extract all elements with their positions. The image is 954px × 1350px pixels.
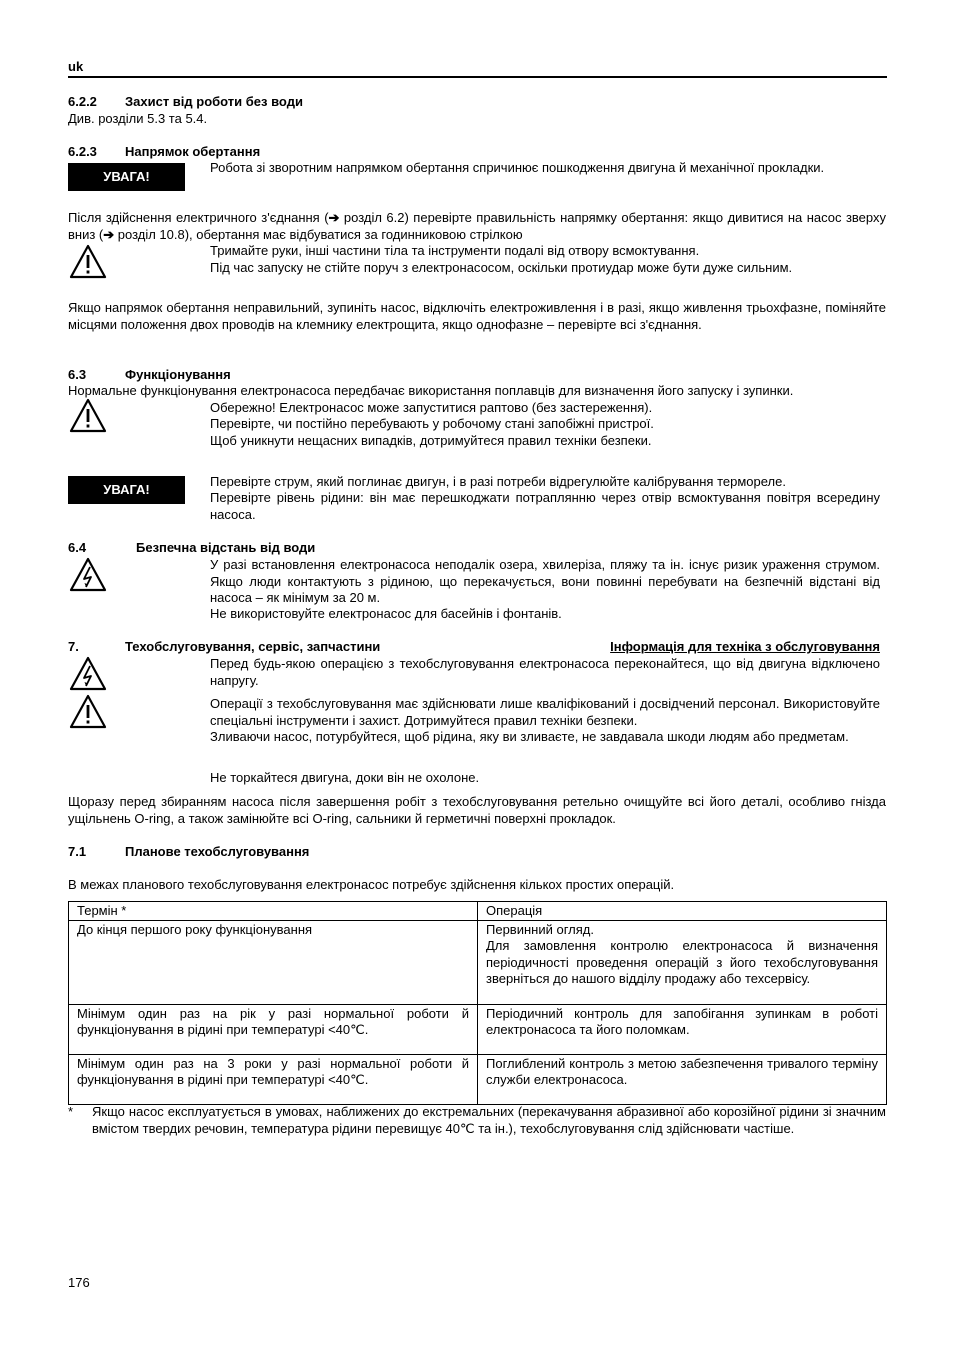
operation-warning-1: Перевірте струм, який поглинає двигун, і в разі потреби відрегулюйте калібрування термореле. — [210, 474, 786, 489]
operation-cell: Періодичний контроль для запобігання зупинкам в роботі електронасоса та його поломкам. — [478, 1004, 887, 1054]
section-number: 7.1 — [68, 844, 87, 859]
text-part: Після здійснення електричного з'єднання ( — [68, 210, 329, 225]
text-part: розділ 6.2) перевірте правильність напрямку обертання: якщо дивитися на насос зверху вниз ( — [68, 210, 886, 242]
arrow-icon: ➔ — [103, 226, 115, 242]
table-row — [69, 1054, 887, 1104]
operation-line: Для замовлення контролю електронасоса й визначення періодичності проведення операцій з його техобслуговування зверніться до нашого відділу продажу або техсервісу. — [486, 938, 878, 986]
caution-triangle-icon — [69, 244, 107, 280]
text-part: розділ 10.8), обертання має відбуватися за годинниковою стрілкою — [114, 226, 523, 242]
section-title: Напрямок обертання — [125, 144, 261, 159]
section-number: 6.4 — [68, 540, 87, 555]
warning-badge: УВАГА! — [68, 163, 185, 191]
operation-caution-3: Щоб уникнути нещасних випадків, дотримуйтеся правил техніки безпеки. — [210, 433, 652, 448]
operation-intro: Нормальне функціонування електронасоса передбачає використання поплавців для визначення його запуску і зупинки. — [68, 383, 794, 398]
rotation-warning-text: Робота зі зворотним напрямком обертання спричинює пошкодження двигуна й механічної прокладки. — [210, 160, 825, 175]
section-title: Техобслуговування, сервіс, запчастини — [125, 639, 381, 654]
operation-line: Первинний огляд. — [486, 921, 594, 937]
maintenance-table — [68, 901, 887, 1105]
section-number: 6.2.3 — [68, 144, 97, 159]
reassembly-paragraph: Щоразу перед збиранням насоса після завершення робіт з техобслуговування ретельно очищуйте всі його деталі, особливо гнізда ущільнень O-ring, а також замінюйте всі O-ring, сальники й герметичні поверхні прокладок. — [68, 794, 886, 826]
maintenance-text-3: Не торкайтеся двигуна, доки він не охолоне. — [210, 770, 480, 785]
caution-triangle-icon — [69, 694, 107, 730]
section-title: Захист від роботи без води — [125, 94, 303, 109]
section-number: 6.2.2 — [68, 94, 97, 109]
maintenance-text-2: Зливаючи насос, потурбуйтеся, щоб рідина, яку ви зливаєте, не завдавала шкоди людям або предметам. — [210, 729, 849, 744]
section-6-2-3-heading — [68, 144, 260, 161]
section-6-3-heading — [68, 367, 231, 384]
page-number: 176 — [68, 1275, 90, 1290]
operation-caution-2: Перевірте, чи постійно перебувають у робочому стані запобіжні пристрої. — [210, 416, 654, 431]
section-7-heading — [68, 639, 380, 656]
section-number: 7. — [68, 639, 79, 654]
footnote-marker: * — [68, 1104, 74, 1119]
warning-badge: УВАГА! — [68, 476, 185, 504]
maintenance-text-1: Операції з техобслуговування має здійснювати лише кваліфікований і досвідчений персонал. Використовуйте спеціальні інструменти і захист. Дотримуйтеся правил техніки безпеки. — [210, 696, 880, 728]
electric-hazard-icon — [69, 656, 107, 692]
operation-cell: Поглиблений контроль з метою забезпечення тривалого терміну служби електронасоса. — [478, 1054, 887, 1104]
scheduled-maintenance-intro: В межах планового техобслуговування електронасос потребує здійснення кількох простих операцій. — [68, 877, 675, 892]
technician-info-heading: Інформація для техніка з обслуговування — [610, 639, 880, 654]
column-header-term: Термін * — [69, 902, 478, 921]
water-distance-text-1: У разі встановлення електронасоса неподалік озера, хвилеріза, пляжу та ін. існує ризик ураження струмом. Якщо люди контактують з рідиною, що перекачується, вони повинні перебувати на безпечній відстані від насоса – як мінімум за 20 м. — [210, 557, 880, 605]
term-cell: Мінімум один раз на рік у разі нормальної роботи й функціонування в рідині при температурі <40℃. — [69, 1004, 478, 1054]
operation-caution-1: Обережно! Електронасос може запуститися раптово (без застереження). — [210, 400, 653, 415]
footnote-text: Якщо насос експлуатується в умовах, наближених до екстремальних (перекачування абразивної або корозійної рідини зі значним вмістом твердих речовин, температура рідини перевищує 40℃ та ін.), техобслуговування слід здійснювати частіше. — [92, 1104, 886, 1136]
table-row — [69, 1004, 887, 1054]
section-7-1-heading — [68, 844, 309, 861]
header-rule — [68, 76, 887, 78]
language-code: uk — [68, 59, 84, 74]
section-6-2-2-heading — [68, 94, 303, 111]
electric-hazard-icon — [69, 557, 107, 593]
caution-triangle-icon — [69, 398, 107, 434]
maintenance-electric-text: Перед будь-якою операцією з техобслуговування електронасоса переконайтеся, що від двигуна відключено напругу. — [210, 656, 880, 688]
arrow-icon: ➔ — [328, 210, 340, 225]
section-6-4-heading — [68, 540, 315, 557]
operation-warning-2: Перевірте рівень рідини: він має перешкоджати потраплянню через отвір всмоктування повітря всередину насоса. — [210, 490, 880, 522]
section-title: Планове техобслуговування — [125, 844, 310, 859]
wrong-rotation-paragraph: Якщо напрямок обертання неправильний, зупиніть насос, відключіть електроживлення і в разі, якщо живлення трьохфазне, поміняйте місцями положення двох проводів на клемнику електрощита, якщо однофазне – перевірте всі з'єднання. — [68, 300, 886, 332]
water-distance-text-2: Не використовуйте електронасос для басейнів і фонтанів. — [210, 606, 562, 621]
caution-text-2: Під час запуску не стійте поруч з електронасосом, оскільки протиудар може бути дуже сильним. — [210, 260, 793, 275]
term-cell: Мінімум один раз на 3 роки у разі нормальної роботи й функціонування в рідині при температурі <40℃. — [69, 1054, 478, 1104]
operation-cell — [478, 920, 887, 1004]
section-number: 6.3 — [68, 367, 87, 382]
section-6-2-2-text: Див. розділи 5.3 та 5.4. — [68, 111, 208, 126]
rotation-check-paragraph — [68, 210, 886, 243]
term-cell: До кінця першого року функціонування — [69, 920, 478, 1004]
table-header-row — [69, 902, 887, 921]
column-header-operation: Операція — [478, 902, 887, 921]
section-title: Функціонування — [125, 367, 231, 382]
caution-text-1: Тримайте руки, інші частини тіла та інструменти подалі від отвору всмоктування. — [210, 243, 700, 258]
section-title: Безпечна відстань від води — [136, 540, 316, 555]
table-row — [69, 920, 887, 1004]
